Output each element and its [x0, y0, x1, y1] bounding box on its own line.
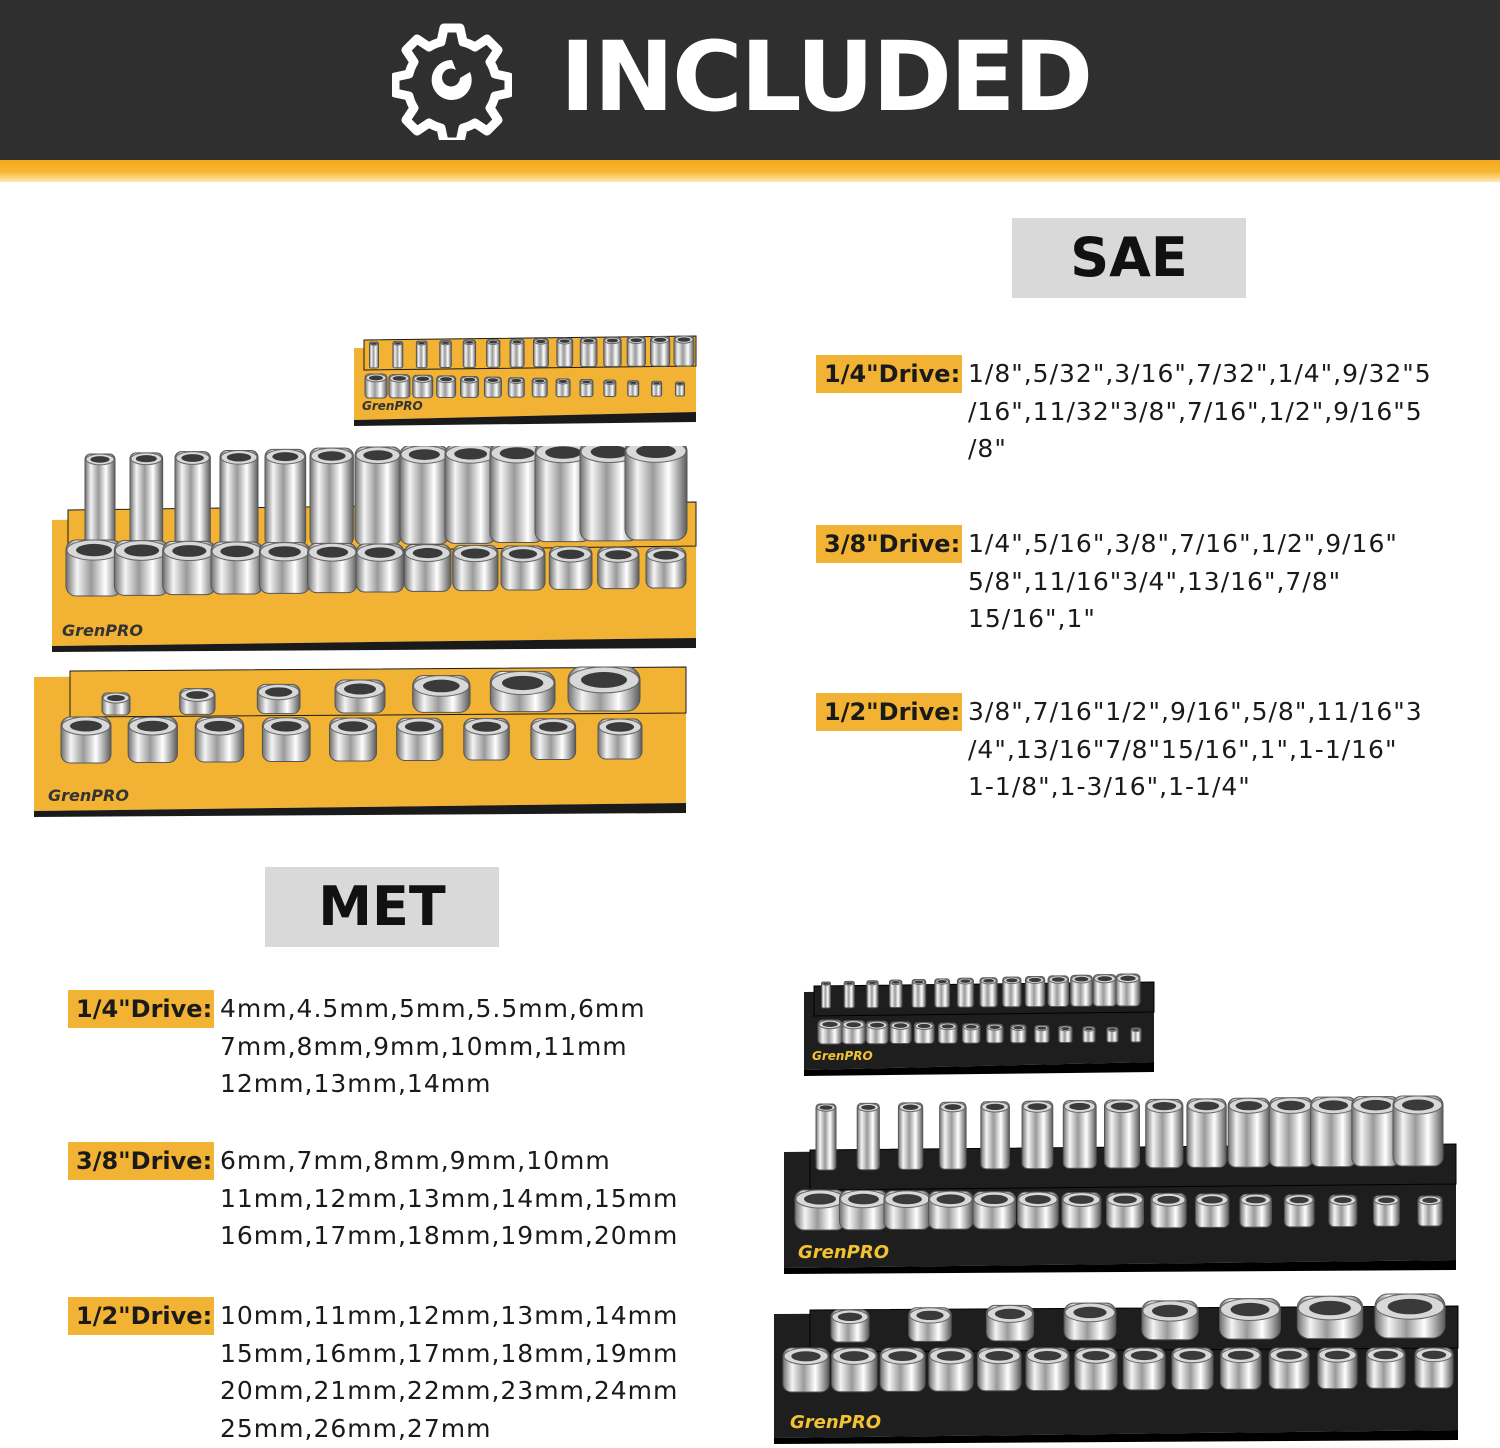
socket: [1123, 1348, 1165, 1390]
socket: [884, 1191, 930, 1230]
socket: [1228, 1098, 1269, 1167]
socket: [1375, 1294, 1445, 1338]
header-band: [0, 0, 1500, 160]
socket: [1003, 977, 1021, 1007]
met-title: MET: [265, 867, 499, 947]
socket: [549, 547, 592, 590]
met-drive-sizes: [220, 1142, 678, 1255]
socket: [866, 1021, 888, 1043]
socket: [102, 693, 130, 715]
met-three-eighths-tray-image: [780, 1094, 1460, 1274]
socket: [1011, 1025, 1026, 1043]
socket: [487, 340, 500, 368]
sae-drive-sizes: [968, 693, 1423, 806]
brand-logo: GrenPRO: [48, 786, 129, 805]
brand-logo: GrenPRO: [812, 1049, 873, 1063]
socket: [889, 980, 901, 1007]
socket: [1318, 1348, 1357, 1389]
socket: [556, 379, 570, 397]
socket: [1366, 1348, 1405, 1388]
socket: [1269, 1348, 1309, 1389]
socket: [627, 337, 645, 366]
socket: [832, 1348, 877, 1392]
socket: [1187, 1099, 1226, 1168]
size-line: 15mm,16mm,17mm,18mm,19mm: [220, 1338, 679, 1368]
socket: [508, 378, 524, 397]
size-line: 15/16",1": [968, 604, 1096, 633]
socket: [389, 375, 410, 398]
socket: [844, 981, 854, 1007]
socket: [365, 374, 387, 398]
socket: [397, 718, 443, 760]
socket: [416, 341, 427, 368]
socket: [1221, 1348, 1261, 1389]
size-line: /8": [968, 434, 1007, 463]
socket: [568, 667, 640, 711]
socket: [484, 377, 501, 397]
socket: [1064, 1303, 1116, 1340]
socket: [1048, 976, 1069, 1007]
socket: [180, 689, 215, 715]
header-stripe: [0, 160, 1500, 182]
socket: [1196, 1194, 1229, 1228]
brand-logo: GrenPRO: [62, 621, 143, 640]
socket: [981, 1102, 1010, 1169]
socket: [1063, 1101, 1096, 1169]
socket: [676, 382, 685, 396]
socket: [175, 452, 210, 549]
socket: [356, 544, 404, 592]
socket: [1151, 1193, 1186, 1227]
socket: [867, 981, 878, 1008]
socket: [501, 546, 545, 590]
socket: [1311, 1097, 1357, 1166]
socket: [1107, 1027, 1118, 1042]
met-quarter-inch-tray-image: [800, 962, 1158, 1076]
socket: [461, 376, 479, 397]
socket: [914, 1022, 934, 1043]
socket: [490, 671, 555, 711]
socket: [413, 676, 470, 713]
socket: [935, 979, 950, 1007]
socket: [816, 1104, 836, 1170]
socket: [163, 541, 216, 594]
sae-drive-sizes: [968, 525, 1398, 638]
socket: [604, 380, 616, 396]
socket: [310, 448, 353, 546]
socket: [1415, 1348, 1453, 1388]
socket: [1075, 1348, 1117, 1390]
size-line: 5/8",11/16"3/4",13/16",7/8": [968, 566, 1342, 596]
socket: [1116, 974, 1140, 1006]
socket: [445, 446, 496, 543]
met-drive-label: 1/2"Drive:: [68, 1297, 214, 1335]
socket: [1418, 1196, 1442, 1226]
socket: [1374, 1196, 1400, 1227]
met-drive-sizes: [220, 1297, 678, 1447]
socket: [940, 1102, 966, 1169]
socket: [330, 718, 377, 761]
size-line: 12mm,13mm,14mm: [220, 1069, 492, 1098]
socket: [783, 1348, 829, 1392]
size-line: 1-1/8",1-3/16",1-1/4": [968, 772, 1251, 801]
socket: [980, 978, 997, 1007]
socket: [986, 1305, 1033, 1340]
socket: [128, 717, 177, 762]
size-line: 16mm,17mm,18mm,19mm,20mm: [220, 1221, 679, 1250]
socket: [880, 1348, 925, 1391]
met-drive-sizes: [220, 990, 646, 1103]
socket: [795, 1190, 845, 1230]
socket: [370, 342, 379, 368]
socket: [413, 375, 433, 397]
socket: [114, 541, 169, 596]
sae-half-inch-tray-image: [30, 645, 690, 817]
socket: [898, 1103, 922, 1170]
met-drive-label: 1/4"Drive:: [68, 990, 214, 1028]
socket: [674, 336, 694, 366]
size-line: 6mm,7mm,8mm,9mm,10mm: [220, 1146, 611, 1175]
socket: [857, 1103, 879, 1169]
socket: [130, 453, 163, 549]
socket: [1059, 1026, 1072, 1042]
socket: [1062, 1193, 1101, 1229]
socket: [335, 680, 385, 713]
socket: [437, 376, 456, 398]
size-line: 1/4",5/16",3/8",7/16",1/2",9/16": [968, 529, 1398, 558]
socket: [464, 719, 510, 761]
socket: [533, 339, 548, 367]
socket: [651, 336, 670, 366]
socket: [977, 1348, 1021, 1391]
brand-logo: GrenPRO: [362, 399, 423, 413]
socket: [531, 719, 576, 760]
gear-wrench-icon: [392, 20, 512, 140]
socket: [265, 449, 306, 546]
socket: [1018, 1192, 1059, 1228]
socket: [625, 446, 687, 540]
socket: [957, 978, 973, 1007]
sae-drive-label: 3/8"Drive:: [816, 525, 962, 563]
sae-drive-sizes: [968, 355, 1432, 468]
socket: [973, 1192, 1016, 1229]
sae-quarter-inch-tray-image: [350, 318, 700, 426]
socket: [1022, 1101, 1053, 1168]
socket: [61, 717, 111, 763]
socket: [1093, 975, 1116, 1007]
socket: [1352, 1097, 1400, 1167]
socket: [938, 1023, 957, 1043]
socket: [929, 1348, 973, 1391]
size-line: 7mm,8mm,9mm,10mm,11mm: [220, 1031, 628, 1061]
socket: [1393, 1096, 1443, 1166]
socket: [308, 543, 357, 592]
socket: [220, 451, 258, 548]
socket: [1026, 1348, 1069, 1390]
socket: [355, 447, 401, 545]
socket: [393, 342, 403, 368]
size-line: 10mm,11mm,12mm,13mm,14mm: [220, 1301, 679, 1330]
socket: [912, 980, 926, 1008]
socket: [1131, 1028, 1141, 1042]
socket: [1146, 1099, 1183, 1167]
socket: [1083, 1027, 1095, 1043]
sae-three-eighths-tray-image: [48, 446, 700, 652]
brand-logo: GrenPRO: [798, 1242, 890, 1263]
met-drive-label: 3/8"Drive:: [68, 1142, 214, 1180]
socket: [1220, 1299, 1281, 1340]
socket: [453, 545, 498, 590]
socket: [909, 1308, 952, 1342]
socket: [1297, 1296, 1362, 1338]
socket: [1107, 1193, 1144, 1228]
socket: [646, 548, 686, 588]
socket: [400, 446, 449, 544]
socket: [463, 340, 475, 367]
socket: [262, 718, 310, 762]
size-line: 3/8",7/16"1/2",9/16",5/8",11/16"3: [968, 697, 1423, 726]
socket: [1329, 1195, 1357, 1226]
socket: [831, 1310, 869, 1342]
socket: [440, 341, 452, 368]
socket: [259, 543, 310, 594]
sae-title: SAE: [1012, 218, 1246, 298]
socket: [840, 1190, 888, 1229]
socket: [652, 381, 662, 396]
size-line: /4",13/16"7/8"15/16",1",1-1/16": [968, 734, 1398, 764]
socket: [987, 1024, 1003, 1043]
socket: [1269, 1098, 1313, 1167]
socket: [598, 547, 639, 588]
socket: [818, 1020, 842, 1044]
socket: [510, 339, 524, 367]
socket: [1172, 1348, 1213, 1390]
socket: [257, 684, 300, 713]
socket: [962, 1024, 980, 1043]
socket: [842, 1021, 865, 1044]
sae-drive-label: 1/4"Drive:: [816, 355, 962, 393]
size-line: 4mm,4.5mm,5mm,5.5mm,6mm: [220, 994, 646, 1023]
socket: [580, 380, 593, 397]
socket: [580, 338, 597, 367]
socket: [404, 545, 451, 592]
socket: [890, 1022, 911, 1044]
met-half-inch-tray-image: [770, 1284, 1462, 1444]
socket: [85, 454, 115, 550]
socket: [211, 542, 263, 594]
socket: [604, 337, 621, 366]
socket: [1025, 976, 1044, 1006]
size-line: 20mm,21mm,22mm,23mm,24mm: [220, 1376, 679, 1405]
brand-logo: GrenPRO: [790, 1412, 882, 1433]
socket: [1285, 1195, 1315, 1227]
sae-drive-label: 1/2"Drive:: [816, 693, 962, 731]
tray-ridge: [364, 336, 696, 370]
size-line: 11mm,12mm,13mm,14mm,15mm: [220, 1183, 679, 1213]
socket: [822, 982, 831, 1008]
socket: [1240, 1194, 1271, 1227]
socket: [66, 540, 122, 596]
size-line: /16",11/32"3/8",7/16",1/2",9/16"5: [968, 396, 1423, 426]
page-title: INCLUDED: [560, 21, 1092, 133]
socket: [598, 719, 642, 759]
socket: [1035, 1026, 1049, 1043]
socket: [929, 1191, 973, 1229]
socket: [1105, 1100, 1140, 1168]
socket: [195, 718, 244, 763]
size-line: 25mm,26mm,27mm: [220, 1413, 492, 1443]
socket: [557, 338, 573, 366]
socket: [1071, 975, 1093, 1006]
size-line: 1/8",5/32",3/16",7/32",1/4",9/32"5: [968, 359, 1432, 388]
socket: [1142, 1301, 1198, 1340]
socket: [532, 378, 547, 397]
socket: [628, 381, 639, 397]
